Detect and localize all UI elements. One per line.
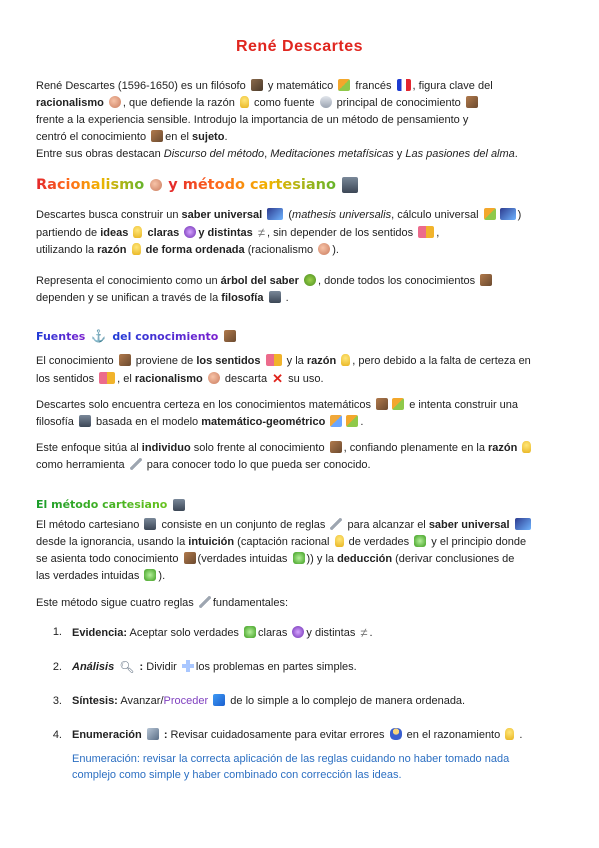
text: como herramienta — [36, 459, 125, 471]
text: Dividir — [146, 661, 177, 673]
keyword: matemático-geométrico — [201, 416, 326, 428]
s2-line-4 — [36, 414, 563, 431]
s1-line-4 — [36, 273, 563, 290]
s3-line-1 — [36, 517, 563, 534]
keyword: individuo — [141, 442, 191, 454]
s2-line-3 — [36, 397, 563, 414]
keyword: saber universal — [181, 209, 263, 221]
text: para conocer todo lo que pueda ser conocido. — [146, 459, 371, 471]
france-flag-icon — [397, 79, 411, 91]
s3-line-3 — [36, 551, 563, 568]
rule-name: Evidencia: — [72, 627, 128, 639]
rule-item — [36, 727, 563, 744]
truth-icon — [414, 535, 426, 547]
not-equal-icon: ≠ — [360, 625, 368, 640]
text: Entre sus obras destacan — [36, 148, 164, 160]
text: las verdades intuidas — [36, 570, 140, 582]
list-number: 2. — [52, 661, 62, 673]
text: en el razonamiento — [406, 729, 501, 741]
thinker-icon — [79, 415, 91, 427]
text: fundamentales: — [212, 597, 289, 609]
lightbulb-icon — [522, 441, 531, 453]
text: claras — [258, 627, 288, 639]
galaxy-icon — [515, 518, 531, 530]
keyword: saber universal — [428, 519, 510, 531]
text: Representa el conocimiento como un — [36, 275, 221, 287]
work-title: Discurso del método — [163, 148, 265, 160]
text: . — [360, 416, 364, 428]
s1-line-5 — [36, 290, 563, 307]
keyword: árbol del saber — [220, 275, 299, 287]
tree-icon — [304, 274, 316, 286]
text: basada en el modelo — [96, 416, 202, 428]
ruler-icon — [330, 518, 342, 530]
truth-icon — [144, 569, 156, 581]
heading-text: El método cartesiano — [36, 498, 168, 511]
text: René Descartes (1596-1650) es un filósofo — [36, 80, 246, 92]
truth-icon — [293, 552, 305, 564]
text: , figura clave del — [412, 80, 493, 92]
text: ( — [288, 209, 293, 221]
italic-term: mathesis universalis — [292, 209, 392, 221]
note-line: complejo como simple y haber combinado con corrección las ideas. — [72, 769, 402, 781]
text: , confiando plenamente en la — [343, 442, 488, 454]
text: . — [514, 148, 518, 160]
text: , donde todos los conocimientos — [318, 275, 476, 287]
text: solo frente al conocimiento — [193, 442, 325, 454]
s2-line-1 — [36, 353, 563, 370]
text: Descartes solo encuentra certeza en los conocimientos matemáticos — [36, 399, 372, 411]
section-heading-fuentes — [36, 329, 563, 343]
text: su uso. — [288, 373, 324, 385]
tool-icon — [130, 458, 142, 470]
brain-icon — [150, 179, 162, 191]
page-title: René Descartes — [235, 38, 364, 55]
text: Avanzar/ — [120, 695, 164, 707]
text: , sin depender de los sentidos — [266, 227, 414, 239]
s1-line-3 — [36, 242, 563, 259]
heading-text: del conocimiento — [112, 329, 219, 343]
text: Aceptar solo verdades — [129, 627, 239, 639]
rule-item — [36, 659, 563, 676]
senses-icon — [266, 354, 282, 366]
list-number: 3. — [52, 695, 62, 707]
text: : — [163, 729, 168, 741]
brain-icon — [109, 96, 121, 108]
fountain-icon: ⚓ — [91, 329, 107, 343]
list-number: 1. — [52, 626, 62, 638]
text: proviene de — [135, 355, 197, 367]
plus-icon — [182, 660, 194, 672]
keyword: deducción — [337, 553, 393, 565]
text: , que defiende la razón — [122, 97, 235, 109]
work-title: Las pasiones del alma — [405, 148, 515, 160]
text: para alcanzar el — [347, 519, 429, 531]
abacus-icon — [338, 79, 350, 91]
intro-line-4 — [36, 129, 563, 146]
book-icon — [151, 130, 163, 142]
fountain-icon — [320, 96, 332, 108]
intro-line-5 — [36, 146, 563, 163]
keyword-racionalismo: racionalismo — [36, 97, 104, 109]
text: Este enfoque sitúa al — [36, 442, 142, 454]
text: centró el conocimiento — [36, 131, 147, 143]
text: Descartes busca construir un — [36, 209, 182, 221]
list-spacer — [36, 642, 563, 659]
abacus-icon — [484, 208, 496, 220]
s2-line-6 — [36, 457, 563, 474]
section-heading-racionalismo — [36, 177, 563, 193]
text: , cálculo universal — [391, 209, 479, 221]
lightbulb-icon — [133, 226, 142, 238]
calculator-icon — [147, 728, 159, 740]
text: ). — [158, 570, 166, 582]
thinker-icon — [144, 518, 156, 530]
text: Este método sigue cuatro reglas — [36, 597, 194, 609]
text: El conocimiento — [36, 355, 114, 367]
text: (derivar conclusiones de — [392, 553, 515, 565]
s3-line-2 — [36, 534, 563, 551]
heading-text: y método cartesiano — [168, 177, 336, 193]
lightbulb-icon — [132, 243, 141, 255]
heading-text: Racionalismo — [36, 177, 145, 193]
text: dependen y se unifican a través de la — [36, 292, 222, 304]
text: . — [285, 292, 289, 304]
rule-name: Análisis — [72, 661, 115, 673]
text: : — [139, 661, 144, 673]
lightbulb-icon — [335, 535, 344, 547]
heading-text: Fuentes — [36, 329, 86, 343]
s3-line-5 — [36, 595, 563, 612]
text: . — [224, 131, 228, 143]
senses-icon — [99, 372, 115, 384]
thinker-icon — [342, 177, 358, 193]
keyword: intuición — [188, 536, 235, 548]
keyword: y distintas — [198, 227, 253, 239]
ruler-icon — [199, 596, 211, 608]
cross-mark-icon: ✕ — [272, 371, 284, 386]
arrow-right-icon — [213, 694, 225, 706]
book-icon — [376, 398, 388, 410]
intro-section — [36, 78, 563, 163]
intro-line-2 — [36, 95, 563, 112]
list-spacer — [36, 710, 563, 727]
text: . — [519, 729, 523, 741]
keyword-sujeto: sujeto — [192, 131, 225, 143]
rule-text — [72, 693, 465, 710]
senses-icon — [418, 226, 434, 238]
abacus-icon — [392, 398, 404, 410]
galaxy-icon — [267, 208, 283, 220]
text: se asienta todo conocimiento — [36, 553, 179, 565]
intro-line-1 — [36, 78, 563, 95]
text: partiendo de — [36, 227, 101, 239]
text: y distintas — [306, 627, 356, 639]
crystal-ball-icon — [292, 626, 304, 638]
text: . — [369, 627, 373, 639]
abacus-icon — [346, 415, 358, 427]
keyword: los sentidos — [196, 355, 261, 367]
keyword: ideas — [100, 227, 129, 239]
keyword: racionalismo — [134, 373, 203, 385]
rule-name: Enumeración — [72, 729, 142, 741]
math-icon — [330, 415, 342, 427]
truth-icon — [244, 626, 256, 638]
intro-line-3: frente a la experiencia sensible. Introdujo la importancia de un método de pensamiento y — [36, 114, 469, 126]
text: Revisar cuidadosamente para evitar errores — [170, 729, 385, 741]
thinker-icon — [269, 291, 281, 303]
list-number: 4. — [52, 729, 62, 741]
text: principal de conocimiento — [336, 97, 461, 109]
s1-line-2 — [36, 224, 563, 242]
lightbulb-icon — [341, 354, 350, 366]
not-equal-icon: ≠ — [257, 225, 265, 240]
galaxy-icon — [500, 208, 516, 220]
s2-line-2 — [36, 370, 563, 388]
book-icon — [184, 552, 196, 564]
lightbulb-icon — [240, 96, 249, 108]
text: desde la ignorancia, usando la — [36, 536, 189, 548]
text: (verdades intuidas — [197, 553, 288, 565]
person-icon — [390, 728, 402, 740]
keyword: razón — [488, 442, 518, 454]
text: e intenta construir una — [409, 399, 519, 411]
keyword: de forma ordenada — [145, 244, 245, 256]
text: ). — [332, 244, 339, 256]
book-icon — [330, 441, 342, 453]
text: y la — [286, 355, 307, 367]
text: los problemas en partes simples. — [195, 661, 357, 673]
text: como fuente — [253, 97, 315, 109]
text: y matemático — [267, 80, 334, 92]
book-icon — [224, 330, 236, 342]
text: consiste en un conjunto de reglas — [161, 519, 326, 531]
rule-text — [72, 659, 357, 676]
keyword: filosofía — [221, 292, 264, 304]
text: los sentidos — [36, 373, 95, 385]
rule-text — [72, 727, 522, 744]
text: Proceder — [163, 695, 209, 707]
text: utilizando la — [36, 244, 98, 256]
brain-icon — [318, 243, 330, 255]
rule-name: Síntesis: — [72, 695, 118, 707]
s2-line-5 — [36, 440, 563, 457]
philosopher-icon — [251, 79, 263, 91]
text: en el — [165, 131, 189, 143]
work-title: Meditaciones metafísicas — [270, 148, 394, 160]
text: y — [393, 148, 406, 160]
book-icon — [119, 354, 131, 366]
section-heading-metodo — [36, 498, 563, 511]
list-spacer — [36, 676, 563, 693]
keyword: razón — [97, 244, 127, 256]
thinker-icon — [173, 499, 185, 511]
text: (captación racional — [234, 536, 330, 548]
s1-line-1 — [36, 207, 563, 224]
text: , — [436, 227, 440, 239]
text: filosofía — [36, 416, 74, 428]
text: El método cartesiano — [36, 519, 140, 531]
text: )) y la — [306, 553, 338, 565]
text: ) — [517, 209, 522, 221]
text: (racionalismo — [247, 244, 314, 256]
rule-text — [72, 624, 373, 642]
text: , — [264, 148, 271, 160]
text: , pero debido a la falta de certeza en — [352, 355, 531, 367]
lightbulb-icon — [505, 728, 514, 740]
rule-item — [36, 624, 563, 642]
brain-icon — [208, 372, 220, 384]
keyword: claras — [147, 227, 180, 239]
text: , el — [117, 373, 135, 385]
text: francés — [355, 80, 392, 92]
keyword: razón — [306, 355, 337, 367]
enumeration-note — [72, 751, 563, 783]
book-icon — [466, 96, 478, 108]
note-line: Enumeración: revisar la correcta aplicación de las reglas cuidando no haber tomado nada — [72, 753, 510, 765]
text: de lo simple a lo complejo de manera ordenada. — [230, 695, 466, 707]
magnifier-icon: 🔍︎ — [119, 660, 135, 674]
text: de verdades — [348, 536, 410, 548]
text: descarta — [224, 373, 268, 385]
text: y el principio donde — [431, 536, 527, 548]
crystal-ball-icon — [184, 226, 196, 238]
book-icon — [480, 274, 492, 286]
rule-item — [36, 693, 563, 710]
s3-line-4 — [36, 568, 563, 585]
rules-list — [36, 624, 563, 744]
